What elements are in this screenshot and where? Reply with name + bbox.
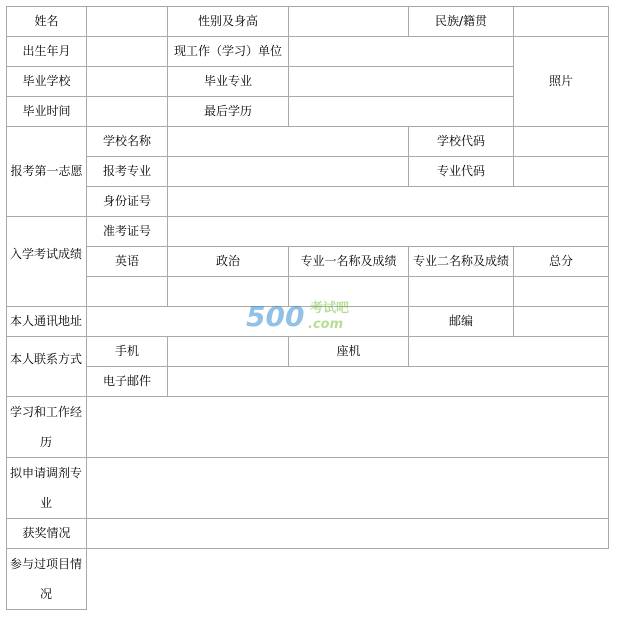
- admission-ticket-label: 准考证号: [87, 217, 168, 247]
- row-name: [7, 7, 609, 37]
- score-header-politics: 政治: [168, 247, 289, 277]
- birth-label: 出生年月: [7, 37, 87, 67]
- graduated-major-field[interactable]: [289, 67, 514, 97]
- id-number-label: 身份证号: [87, 187, 168, 217]
- projects-field[interactable]: [87, 549, 609, 610]
- landline-field[interactable]: [409, 337, 609, 367]
- row-score-headers: [7, 247, 609, 277]
- ethnicity-origin-label: 民族/籍贯: [409, 7, 514, 37]
- current-unit-label: 现工作（学习）单位: [168, 37, 289, 67]
- entrance-exam-text: 入学考试成绩: [10, 246, 83, 261]
- score-header-major-one: 专业一名称及成绩: [289, 247, 409, 277]
- school-code-label: 学校代码: [409, 127, 514, 157]
- adjust-major-field[interactable]: [87, 458, 609, 519]
- row-score-values: [7, 277, 609, 307]
- contact-text: 本人联系方式: [10, 351, 83, 366]
- study-work-text: 学习和工作经历: [10, 405, 83, 449]
- mobile-field[interactable]: [168, 337, 289, 367]
- row-mobile: [7, 337, 609, 367]
- score-english-field[interactable]: [87, 277, 168, 307]
- ethnicity-origin-field[interactable]: [514, 7, 609, 37]
- photo-area[interactable]: 照片: [514, 37, 609, 127]
- row-email: [7, 367, 609, 397]
- awards-label: 获奖情况: [7, 519, 87, 549]
- graduated-school-label: 毕业学校: [7, 67, 87, 97]
- score-total-field[interactable]: [514, 277, 609, 307]
- watermark-digits: 500: [246, 300, 305, 333]
- study-work-label: [7, 397, 87, 458]
- name-field[interactable]: [87, 7, 168, 37]
- first-choice-label: 报考第一志愿: [7, 127, 87, 217]
- birth-field[interactable]: [87, 37, 168, 67]
- address-field[interactable]: [87, 307, 409, 337]
- projects-text: 参与过项目情况: [10, 557, 83, 601]
- graduation-time-label: 毕业时间: [7, 97, 87, 127]
- graduation-time-field[interactable]: [87, 97, 168, 127]
- school-name-field[interactable]: [168, 127, 409, 157]
- row-id-number: [7, 187, 609, 217]
- awards-field[interactable]: [87, 519, 609, 549]
- score-header-total: 总分: [514, 247, 609, 277]
- row-address: [7, 307, 609, 337]
- postcode-label: 邮编: [409, 307, 514, 337]
- row-projects: [7, 549, 609, 610]
- last-education-label: 最后学历: [168, 97, 289, 127]
- major-code-label: 专业代码: [409, 157, 514, 187]
- landline-label: 座机: [289, 337, 409, 367]
- adjust-major-label: [7, 458, 87, 519]
- current-unit-field[interactable]: [289, 37, 514, 67]
- entrance-exam-label: [7, 217, 87, 307]
- address-label: 本人通讯地址: [7, 307, 87, 337]
- postcode-field[interactable]: [514, 307, 609, 337]
- score-major-two-field[interactable]: [409, 277, 514, 307]
- school-name-label: 学校名称: [87, 127, 168, 157]
- graduated-school-field[interactable]: [87, 67, 168, 97]
- adjust-major-text: 拟申请调剂专业: [10, 466, 83, 510]
- row-admission-ticket: [7, 217, 609, 247]
- graduated-major-label: 毕业专业: [168, 67, 289, 97]
- last-education-field[interactable]: [289, 97, 514, 127]
- email-label: 电子邮件: [87, 367, 168, 397]
- gender-height-field[interactable]: [289, 7, 409, 37]
- row-school-name: [7, 127, 609, 157]
- row-birth: [7, 37, 609, 67]
- applied-major-label: 报考专业: [87, 157, 168, 187]
- row-applied-major: [7, 157, 609, 187]
- projects-label: [7, 549, 87, 610]
- row-adjust-major: [7, 458, 609, 519]
- score-header-major-two: 专业二名称及成绩: [409, 247, 514, 277]
- admission-ticket-field[interactable]: [168, 217, 609, 247]
- watermark-brand: 考试吧: [310, 301, 350, 316]
- name-label: 姓名: [7, 7, 87, 37]
- id-number-field[interactable]: [168, 187, 609, 217]
- email-field[interactable]: [168, 367, 609, 397]
- row-study-work: [7, 397, 609, 458]
- score-header-english: 英语: [87, 247, 168, 277]
- watermark-domain: .com: [308, 317, 344, 332]
- study-work-field[interactable]: [87, 397, 609, 458]
- mobile-label: 手机: [87, 337, 168, 367]
- registration-form-table: [6, 6, 609, 610]
- score-major-one-field[interactable]: [289, 277, 409, 307]
- row-awards: [7, 519, 609, 549]
- contact-label: [7, 337, 87, 397]
- school-code-field[interactable]: [514, 127, 609, 157]
- score-politics-field[interactable]: [168, 277, 289, 307]
- major-code-field[interactable]: [514, 157, 609, 187]
- gender-height-label: 性别及身高: [168, 7, 289, 37]
- applied-major-field[interactable]: [168, 157, 409, 187]
